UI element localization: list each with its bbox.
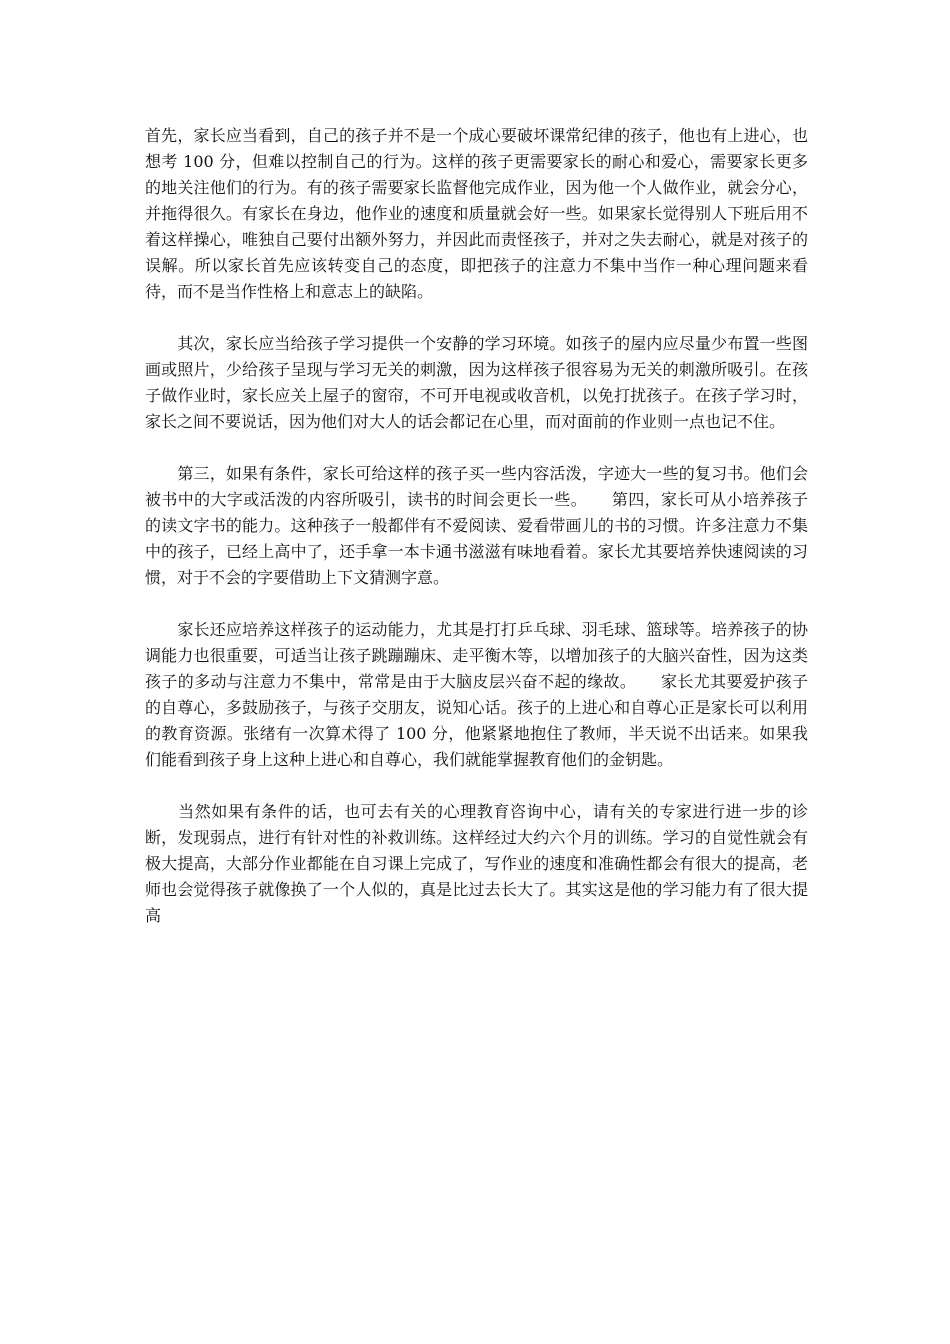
paragraph-2: 其次，家长应当给孩子学习提供一个安静的学习环境。如孩子的屋内应尽量少布置一些图画或照片，少给孩子呈现与学习无关的刺激，因为这样孩子很容易为无关的刺激所吸引。在孩子做作业时，家长应关上屋子的窗帘，不可开电视或收音机，以免打扰孩子。在孩子学习时，家长之间不要说话，因为他们对大人的话会都记在心里，而对面前的作业则一点也记不住。	[145, 334, 808, 431]
paragraph-1: 首先，家长应当看到，自己的孩子并不是一个成心要破坏课常纪律的孩子，他也有上进心，也想考 100 分，但难以控制自己的行为。这样的孩子更需要家长的耐心和爱心，需要家长更多的地关注他们的行为。有的孩子需要家长监督他完成作业，因为他一个人做作业，就会分心，并拖得很久。有家长在身边，他作业的速度和质量就会好一些。如果家长觉得别人下班后用不着这样操心，唯独自己要付出额外努力，并因此而责怪孩子，并对之失去耐心，就是对孩子的误解。所以家长首先应该转变自己的态度，即把孩子的注意力不集中当作一种心理问题来看待，而不是当作性格上和意志上的缺陷。	[145, 126, 808, 301]
paragraph-5: 当然如果有条件的话，也可去有关的心理教育咨询中心，请有关的专家进行进一步的诊断，发现弱点，进行有针对性的补救训练。这样经过大约六个月的训练。学习的自觉性就会有极大提高，大部分作业都能在自习课上完成了，写作业的速度和准确性都会有很大的提高，老师也会觉得孩子就像换了一个人似的，真是比过去长大了。其实这是他的学习能力有了很大提高	[145, 802, 808, 925]
document-body	[145, 123, 808, 929]
paragraph-4: 家长还应培养这样孩子的运动能力，尤其是打打乒乓球、羽毛球、篮球等。培养孩子的协调能力也很重要，可适当让孩子跳蹦蹦床、走平衡木等，以增加孩子的大脑兴奋性，因为这类孩子的多动与注意力不集中，常常是由于大脑皮层兴奋不起的缘故。 家长尤其要爱护孩子的自尊心，多鼓励孩子，与孩子交朋友，说知心话。孩子的上进心和自尊心正是家长可以利用的教育资源。张绪有一次算术得了 100 分，他紧紧地抱住了教师，半天说不出话来。如果我们能看到孩子身上这种上进心和自尊心，我们就能掌握教育他们的金钥匙。	[145, 620, 808, 769]
paragraph-3: 第三，如果有条件，家长可给这样的孩子买一些内容活泼，字迹大一些的复习书。他们会被书中的大字或活泼的内容所吸引，读书的时间会更长一些。 第四，家长可从小培养孩子的读文字书的能力。这种孩子一般都伴有不爱阅读、爱看带画儿的书的习惯。许多注意力不集中的孩子，已经上高中了，还手拿一本卡通书滋滋有味地看着。家长尤其要培养快速阅读的习惯，对于不会的字要借助上下文猜测字意。	[145, 464, 808, 587]
